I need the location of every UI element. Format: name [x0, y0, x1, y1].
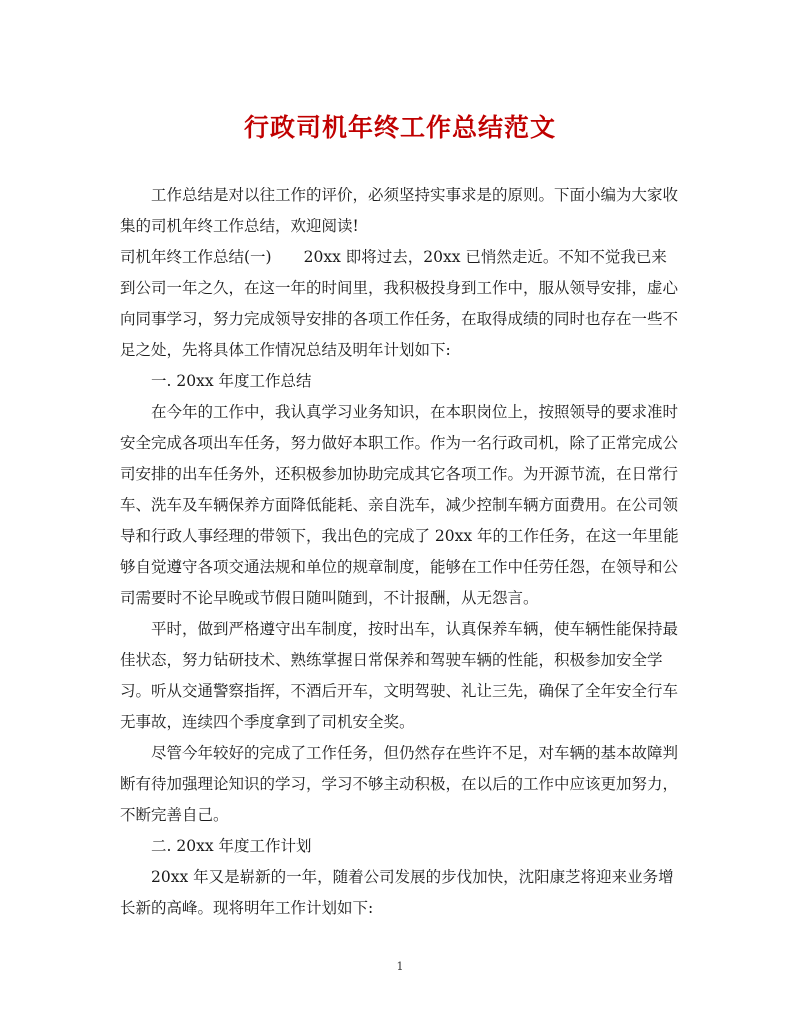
- section-lead-paragraph: [120, 242, 680, 366]
- section-heading-plan: 二. 20xx 年度工作计划: [151, 837, 312, 855]
- page-number: 1: [396, 960, 404, 973]
- document-title: 行政司机年终工作总结范文: [243, 113, 556, 142]
- intro-paragraph: 工作总结是对以往工作的评价，必须坚持实事求是的原则。下面小编为大家收集的司机年终工作总结，欢迎阅读!: [120, 186, 679, 235]
- body-paragraph-4: 20xx 年又是崭新的一年，随着公司发展的步伐加快，沈阳康芝将迎来业务增长新的高峰。现将明年工作计划如下:: [120, 868, 674, 917]
- section-heading-summary: 一. 20xx 年度工作总结: [151, 372, 312, 390]
- section-lead-title: 司机年终工作总结(一): [120, 248, 272, 266]
- document-body: [120, 180, 680, 924]
- body-paragraph-3: 尽管今年较好的完成了工作任务，但仍然存在些许不足，对车辆的基本故障判断有待加强理论知识的学习，学习不够主动积极，在以后的工作中应该更加努力，不断完善自己。: [120, 744, 679, 824]
- section-lead-text: 20xx 即将过去，20xx 已悄然走近。不知不觉我已来到公司一年之久，在这一年的时间里，我积极投身到工作中，服从领导安排，虚心向同事学习，努力完成领导安排的各项工作任务，在取得成绩的同时也存在一些不足之处，先将具体工作情况总结及明年计划如下:: [120, 248, 679, 359]
- body-paragraph-2: 平时，做到严格遵守出车制度，按时出车，认真保养车辆，使车辆性能保持最佳状态，努力钻研技术、熟练掌握日常保养和驾驶车辆的性能，积极参加安全学习。听从交通警察指挥，不酒后开车，文明驾驶、礼让三先，确保了全年安全行车无事故，连续四个季度拿到了司机安全奖。: [120, 620, 679, 731]
- body-paragraph-1: 在今年的工作中，我认真学习业务知识，在本职岗位上，按照领导的要求准时安全完成各项出车任务，努力做好本职工作。作为一名行政司机，除了正常完成公司安排的出车任务外，还积极参加协助完成其它各项工作。为开源节流，在日常行车、洗车及车辆保养方面降低能耗、亲自洗车，减少控制车辆方面费用。在公司领导和行政人事经理的带领下，我出色的完成了 20xx 年的工作任务，在这一年里能够自觉遵守各项交通法规和单位的规章制度，能够在工作中任劳任怨，在领导和公司需要时不论早晚或节假日随叫随到，不计报酬，从无怨言。: [120, 403, 679, 607]
